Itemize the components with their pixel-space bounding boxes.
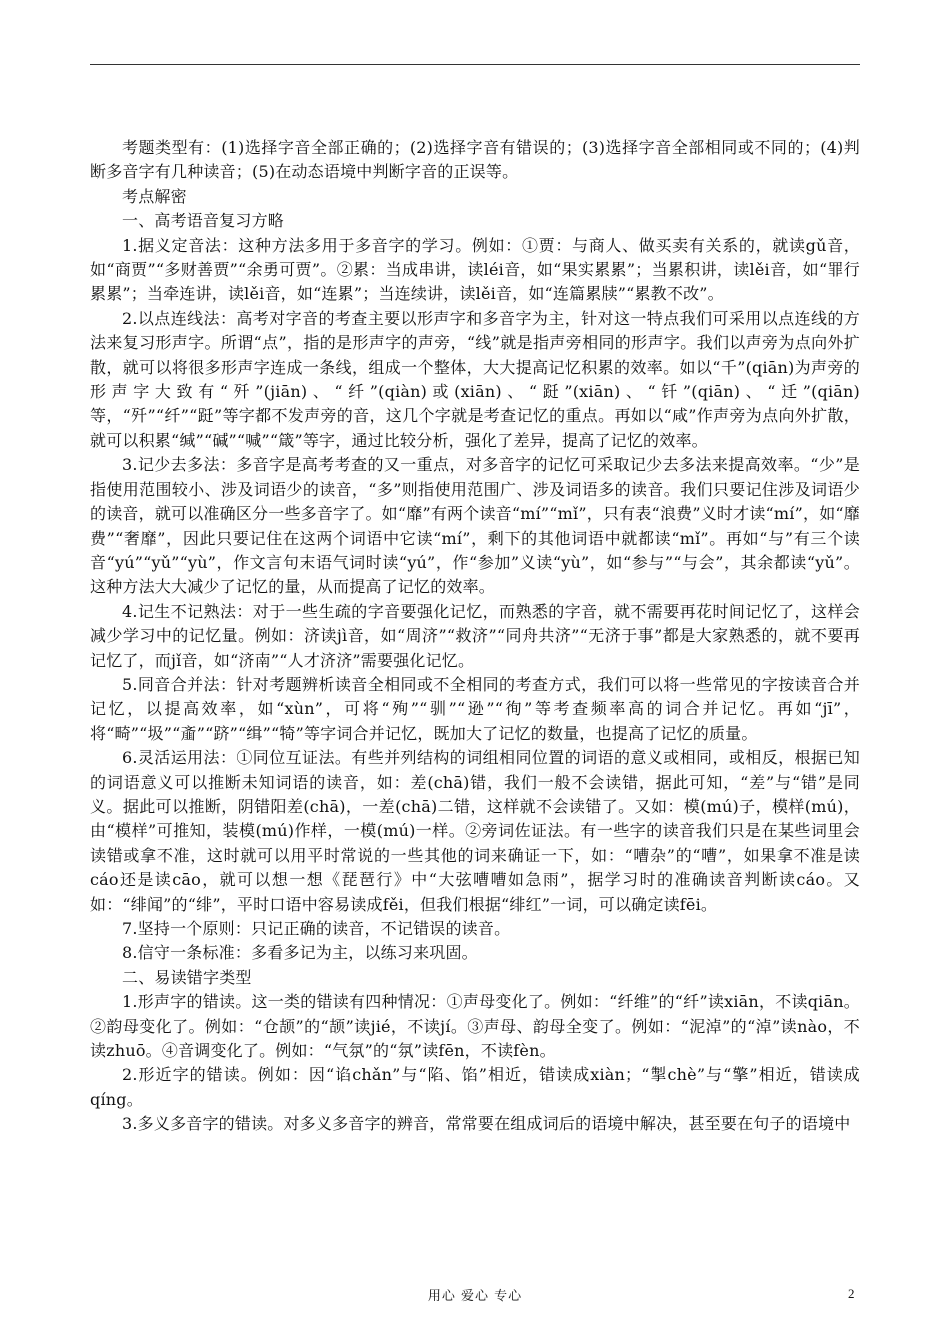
paragraph-method-3: 3.记少去多法：多音字是高考考查的又一重点，对多音字的记忆可采取记少去多法来提高效率。“少”是指使用范围较小、涉及词语少的读音，“多”则指使用范围广、涉及词语多的读音。我们只要记住涉及词语少的读音，就可以准确区分一些多音字了。如“靡”有两个读音“mí”“mǐ”，只有表“浪费”义时才读“mí”，如“靡费”“奢靡”，因此只要记住在这两个词语中它读“mí”，剩下的其他词语中就都读“mǐ”。再如“与”有三个读音“yú”“yǔ”“yù”，作文言句末语气词时读“yú”，作“参加”义读“yù”，如“参与”“与会”，其余都读“yǔ”。这种方法大大减少了记忆的量，从而提高了记忆的效率。 [90, 455, 860, 597]
section-heading-1: 一、高考语音复习方略 [122, 211, 285, 231]
paragraph-method-6: 6.灵活运用法：①同位互证法。有些并列结构的词组相同位置的词语的意义或相同，或相反，根据已知的词语意义可以推断未知词语的读音，如：差(chā)错，我们一般不会读错，据此可知，“差”与“错”是同义。据此可以推断，阴错阳差(chā)，一差(chā)二错，这样就不会读错了。又如：模(mú)子，模样(mú)，由“模样”可推知，装模(mú)作样，一模(mú)一样。②旁词佐证法。有一些字的读音我们只是在某些词里会读错或拿不准，这时就可以用平时常说的一些其他的词来确证一下，如：“嘈杂”的“嘈”，如果拿不准是读cáo还是读cāo，就可以想一想《琵琶行》中“大弦嘈嘈如急雨”，据学习时的准确读音判断读cáo。又如：“绯闻”的“绯”，平时口语中容易读成fěi，但我们根据“绯红”一词，可以确定读fēi。 [90, 748, 860, 914]
paragraph-method-8: 8.信守一条标准：多看多记为主，以练习来巩固。 [122, 943, 478, 963]
page-body [90, 136, 860, 1137]
paragraph-error-3: 3.多义多音字的错读。对多义多音字的辨音，常常要在组成词后的语境中解决，甚至要在句子的语境中 [122, 1114, 851, 1134]
section-heading-2: 二、易读错字类型 [122, 967, 252, 987]
paragraph-method-2: 2.以点连线法：高考对字音的考查主要以形声字和多音字为主，针对这一特点我们可采用以点连线的方法来复习形声字。所谓“点”，指的是形声字的声旁，“线”就是指声旁相同的形声字。我们以声旁为点向外扩散，就可以将很多形声字连成一条线，组成一个整体，大大提高记忆积累的效率。如以“千”(qiān)为声旁的形声字大致有“歼”(jiān)、“纤”(qiàn)或(xiān)、“跹”(xiān)、“钎”(qiān)、“迁”(qiān)等，“歼”“纤”“跹”等字都不发声旁的音，这几个字就是考查记忆的重点。再如以“咸”作声旁为点向外扩散，就可以积累“缄”“碱”“喊”“箴”等字，通过比较分析，强化了差异，提高了记忆的效率。 [90, 308, 860, 450]
paragraph-method-1: 1.据义定音法：这种方法多用于多音字的学习。例如：①贾：与商人、做买卖有关系的，就读gǔ音，如“商贾”“多财善贾”“余勇可贾”。②累：当成串讲，读léi音，如“果实累累”；当累积讲，读lěi音，如“罪行累累”；当牵连讲，读lěi音，如“连累”；当连续讲，读lěi音，如“连篇累牍”“累教不改”。 [90, 235, 860, 304]
footer-motto: 用心 爱心 专心 [427, 1289, 523, 1304]
header-rule [90, 64, 860, 65]
paragraph-error-1: 1.形声字的错读。这一类的错读有四种情况：①声母变化了。例如：“纤维”的“纤”读xiān，不读qiān。②韵母变化了。例如：“仓颉”的“颉”读jié，不读jí。③声母、韵母全变了。例如：“泥淖”的“淖”读nào，不读zhuō。④音调变化了。例如：“气氛”的“氛”读fēn，不读fèn。 [90, 992, 860, 1061]
paragraph-method-5: 5.同音合并法：针对考题辨析读音全相同或不全相同的考查方式，我们可以将一些常见的字按读音合并记忆，以提高效率，如“xùn”，可将“殉”“驯”“逊”“徇”等考查频率高的词合并记忆。再如“jī”，将“畸”“圾”“齑”“跻”“缉”“犄”等字词合并记忆，既加大了记忆的数量，也提高了记忆的质量。 [90, 674, 860, 743]
heading-kaodian: 考点解密 [122, 186, 187, 206]
paragraph-question-types: 考题类型有：(1)选择字音全部正确的；(2)选择字音有错误的；(3)选择字音全部相同或不同的；(4)判断多音字有几种读音；(5)在动态语境中判断字音的正误等。 [90, 138, 860, 182]
paragraph-method-7: 7.坚持一个原则：只记正确的读音，不记错误的读音。 [122, 919, 511, 938]
paragraph-error-2: 2.形近字的错读。例如：因“谄chǎn”与“陷、馅”相近，错读成xiàn；“掣chè”与“擎”相近，错读成qíng。 [90, 1065, 860, 1109]
paragraph-method-4: 4.记生不记熟法：对于一些生疏的字音要强化记忆，而熟悉的字音，就不需要再花时间记忆了，这样会减少学习中的记忆量。例如：济读jì音，如“周济”“救济”“同舟共济”“无济于事”都是大家熟悉的，就不要再记忆了，而jǐ音，如“济南”“人才济济”需要强化记忆。 [90, 601, 860, 670]
page-number: 2 [848, 1286, 855, 1301]
